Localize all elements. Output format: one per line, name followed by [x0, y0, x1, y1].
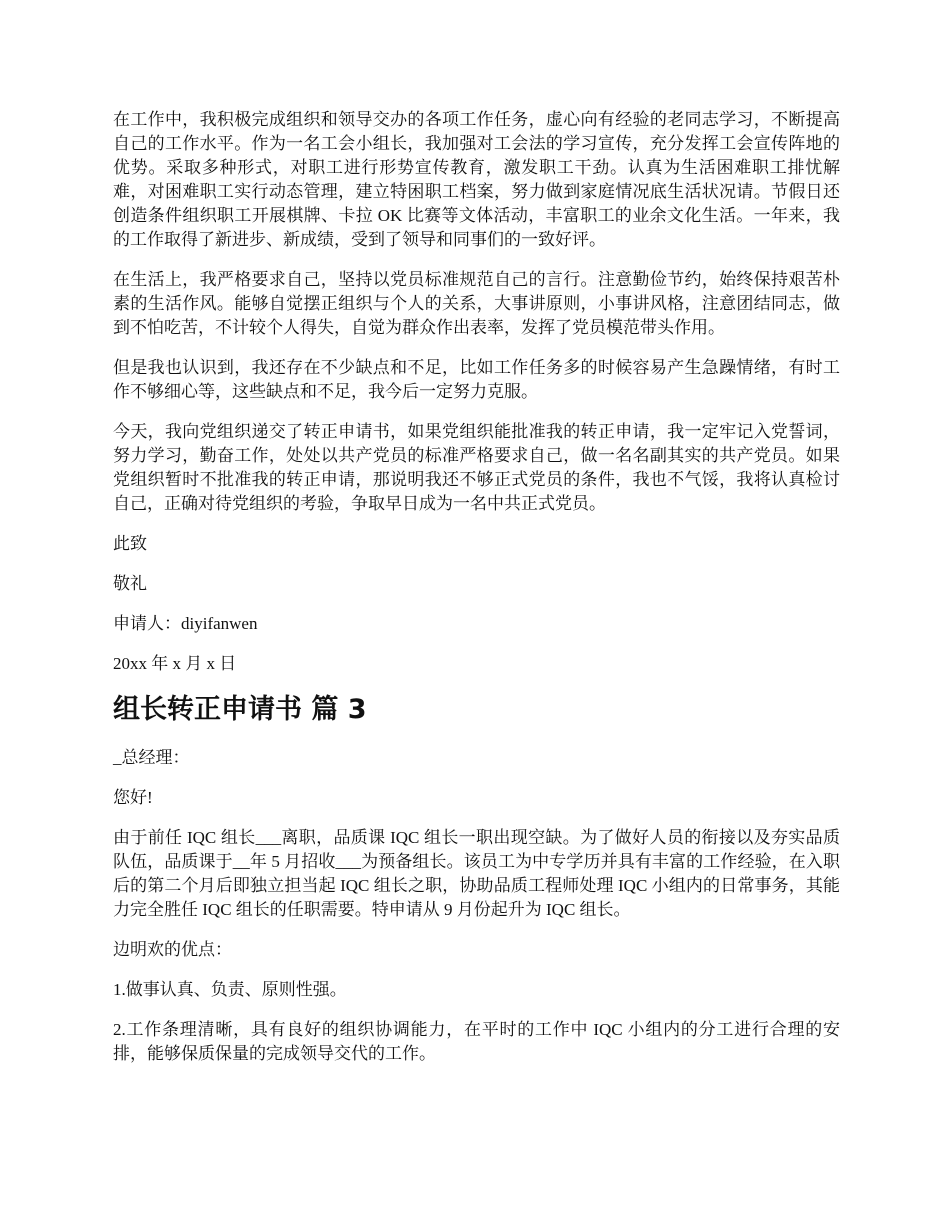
paragraph-life: 在生活上，我严格要求自己，坚持以党员标准规范自己的言行。注意勤俭节约，始终保持艰苦朴素的生活作风。能够自觉摆正组织与个人的关系，大事讲原则，小事讲风格，注意团结同志，做到不怕吃苦，不计较个人得失，自觉为群众作出表率，发挥了党员模范带头作用。 [113, 270, 840, 337]
paragraph-vacancy: 由于前任 IQC 组长___离职，品质课 IQC 组长一职出现空缺。为了做好人员的衔接以及夯实品质队伍，品质课于__年 5 月招收___为预备组长。该员工为中专学历并具有丰富的工作经验，在入职后的第二个月后即独立担当起 IQC 组长之职，协助品质工程师处理 IQC 小组内的日常事务，其能力完全胜任 IQC 组长的任职需要。特申请从 9 月份起升为 IQC 组长。 [113, 828, 840, 919]
greeting-line: 您好! [113, 788, 153, 807]
paragraph-work: 在工作中，我积极完成组织和领导交办的各项工作任务，虚心向有经验的老同志学习，不断提高自己的工作水平。作为一名工会小组长，我加强对工会法的学习宣传，充分发挥工会宣传阵地的优势。采取多种形式，对职工进行形势宣传教育，激发职工干劲。认真为生活困难职工排忧解难，对困难职工实行动态管理，建立特困职工档案，努力做到家庭情况底生活状况请。节假日还创造条件组织职工开展棋牌、卡拉 OK 比赛等文体活动，丰富职工的业余文化生活。一年来，我的工作取得了新进步、新成绩，受到了领导和同事们的一致好评。 [113, 110, 840, 249]
strengths-label: 边明欢的优点： [113, 940, 232, 959]
date-line: 20xx 年 x 月 x 日 [113, 654, 237, 673]
paragraph-application: 今天，我向党组织递交了转正申请书，如果党组织能批准我的转正申请，我一定牢记入党誓词，努力学习，勤奋工作，处处以共产党员的标准严格要求自己，做一名名副其实的共产党员。如果党组织暂时不批准我的转正申请，那说明我还不够正式党员的条件，我也不气馁，我将认真检讨自己，正确对待党组织的考验，争取早日成为一名中共正式党员。 [113, 422, 840, 513]
document-page [113, 108, 840, 1082]
closing-line-2: 敬礼 [113, 574, 147, 593]
paragraph-shortcomings: 但是我也认识到，我还存在不少缺点和不足，比如工作任务多的时候容易产生急躁情绪，有时工作不够细心等，这些缺点和不足，我今后一定努力克服。 [113, 358, 840, 401]
salutation-line: _总经理： [113, 748, 190, 767]
section-heading: 组长转正申请书 篇 3 [113, 694, 367, 725]
closing-line-1: 此致 [113, 534, 147, 553]
applicant-line: 申请人：diyifanwen [113, 614, 258, 633]
strength-point-2: 2.工作条理清晰，具有良好的组织协调能力，在平时的工作中 IQC 小组内的分工进行合理的安排，能够保质保量的完成领导交代的工作。 [113, 1020, 840, 1063]
strength-point-1: 1.做事认真、负责、原则性强。 [113, 980, 347, 999]
